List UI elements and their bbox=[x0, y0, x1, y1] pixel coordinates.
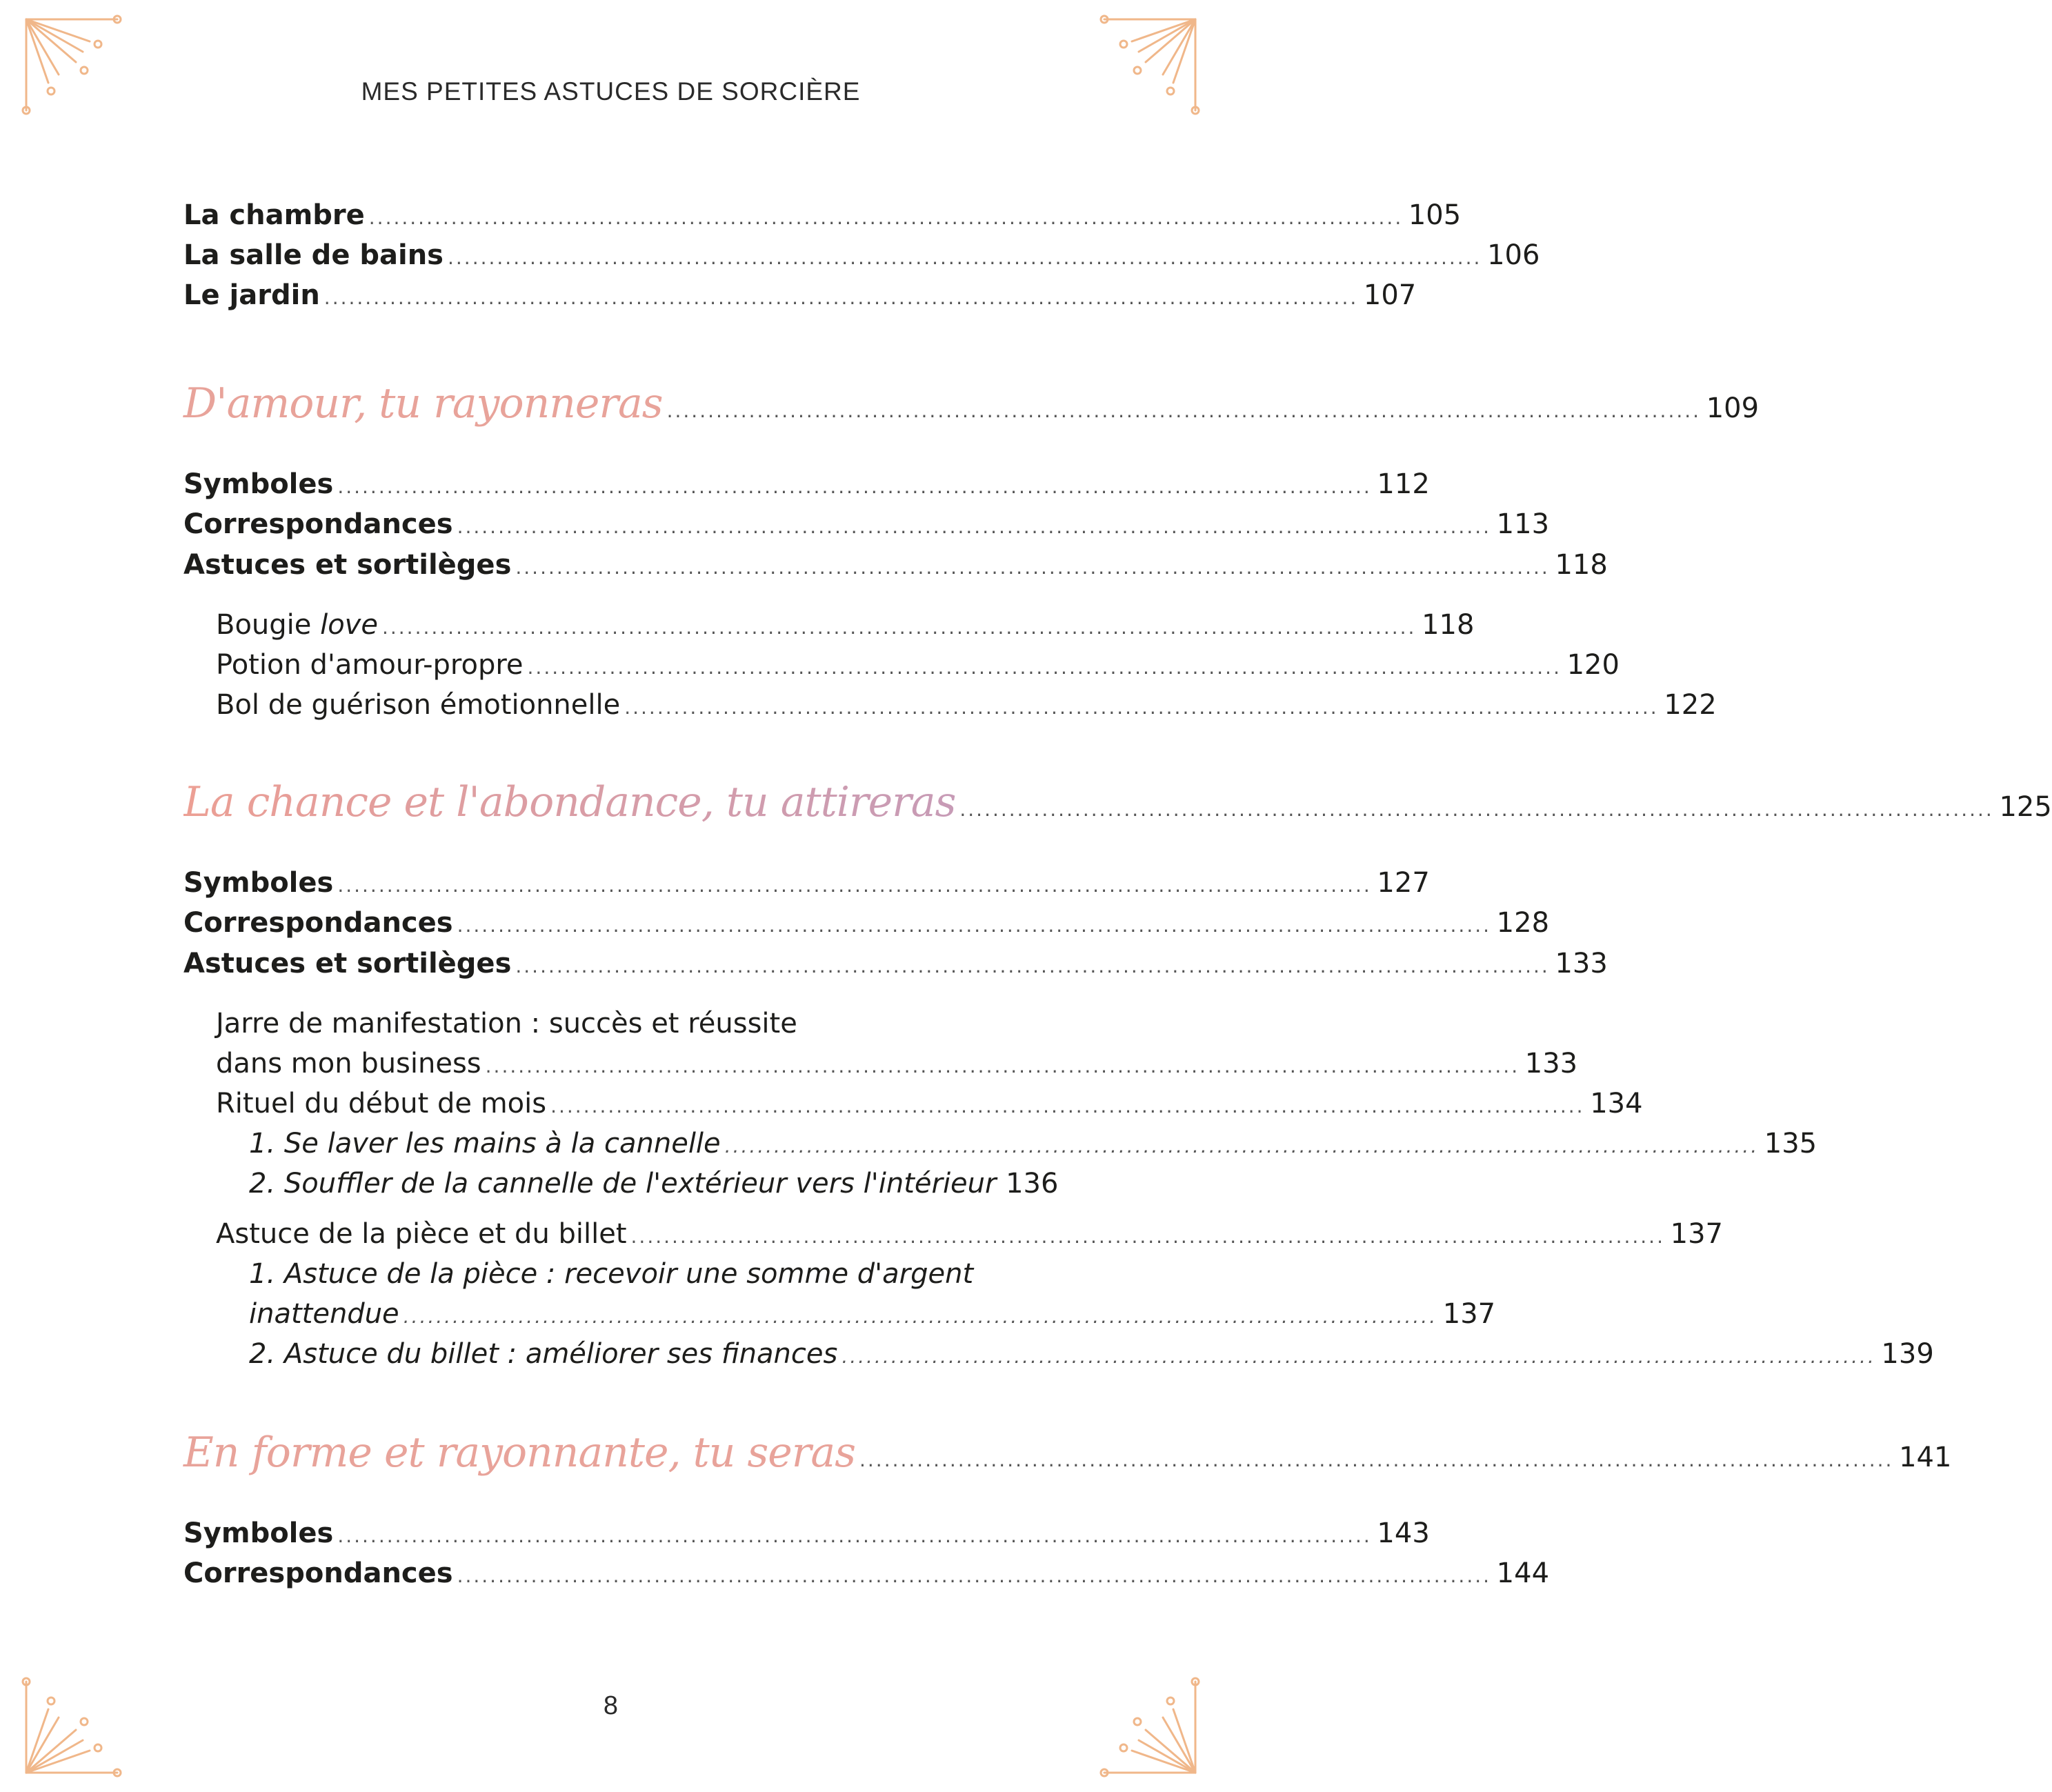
toc-step[interactable] bbox=[249, 1168, 1059, 1199]
toc-subentry[interactable] bbox=[216, 609, 1475, 641]
toc-entry-page: 139 bbox=[1881, 1338, 1934, 1370]
dot-leader: .............................................................................................................................. bbox=[368, 206, 1404, 229]
dot-leader: .............................................................................................................................. bbox=[381, 616, 1417, 639]
toc-entry-page: 106 bbox=[1487, 239, 1540, 271]
toc-entry[interactable] bbox=[183, 508, 1550, 540]
toc-entry-label: Correspondances bbox=[183, 1557, 453, 1589]
label-text: Bougie bbox=[216, 609, 321, 641]
toc-entry-page: 122 bbox=[1664, 689, 1717, 721]
dot-leader: .............................................................................................................................. bbox=[515, 955, 1550, 977]
toc-entry-label: Astuces et sortilèges bbox=[183, 549, 512, 581]
toc-entry-page: 128 bbox=[1496, 907, 1550, 939]
toc-entry-label: 2. Souffler de la cannelle de l'extérieur vers l'intérieur bbox=[249, 1168, 997, 1199]
toc-entry-label: Rituel du début de mois bbox=[216, 1088, 547, 1119]
toc-entry-page: 127 bbox=[1377, 867, 1430, 899]
toc-entry-page: 105 bbox=[1408, 199, 1462, 231]
dot-leader: .............................................................................................................................. bbox=[337, 475, 1372, 498]
toc-entry-label: Le jardin bbox=[183, 279, 320, 311]
toc-entry[interactable] bbox=[183, 549, 1608, 581]
toc-entry-label: 2. Astuce du billet : améliorer ses finances bbox=[249, 1338, 838, 1370]
chapter-heading[interactable] bbox=[183, 1428, 1952, 1477]
toc-entry-label: Correspondances bbox=[183, 907, 453, 939]
chapter-heading[interactable] bbox=[183, 379, 1760, 428]
toc-step[interactable] bbox=[249, 1338, 1934, 1370]
toc-entry-page: 136 bbox=[1006, 1168, 1059, 1199]
toc-entry-label: Correspondances bbox=[183, 508, 453, 540]
toc-entry-page: 118 bbox=[1555, 549, 1608, 581]
corner-ornament-bottom-right bbox=[1097, 1675, 1201, 1778]
toc-entry-page: 118 bbox=[1422, 609, 1475, 641]
chapter-title: D'amour, tu rayonneras bbox=[183, 379, 663, 428]
toc-entry-label: Bol de guérison émotionnelle bbox=[216, 689, 621, 721]
chapter-title: En forme et rayonnante, tu seras bbox=[183, 1428, 855, 1477]
toc-entry[interactable] bbox=[183, 468, 1430, 500]
toc-entry-page: 107 bbox=[1363, 279, 1417, 311]
dot-leader: .............................................................................................................................. bbox=[457, 914, 1492, 937]
toc-entry[interactable] bbox=[183, 867, 1430, 899]
toc-entry-page: 137 bbox=[1670, 1218, 1723, 1250]
dot-leader: .............................................................................................................................. bbox=[630, 1225, 1665, 1248]
toc-subentry[interactable] bbox=[216, 1048, 1578, 1079]
dot-leader: .............................................................................................................................. bbox=[337, 1524, 1372, 1547]
chapter-page: 109 bbox=[1706, 392, 1760, 424]
toc-entry[interactable] bbox=[183, 948, 1608, 979]
toc-entry[interactable] bbox=[183, 239, 1540, 271]
toc-entry[interactable] bbox=[183, 907, 1550, 939]
toc-entry-page: 112 bbox=[1377, 468, 1430, 500]
dot-leader: .............................................................................................................................. bbox=[457, 515, 1492, 538]
running-head: MES PETITES ASTUCES DE SORCIÈRE bbox=[361, 77, 861, 106]
toc-entry-page: 137 bbox=[1442, 1298, 1496, 1330]
toc-step[interactable] bbox=[249, 1298, 1496, 1330]
corner-ornament-bottom-left bbox=[21, 1675, 124, 1778]
toc-entry-label: Symboles bbox=[183, 867, 334, 899]
toc-entry-page: 133 bbox=[1555, 948, 1608, 979]
toc-entry[interactable] bbox=[183, 1557, 1550, 1589]
sunburst-ornament-icon bbox=[21, 1675, 124, 1778]
dot-leader: .............................................................................................................................. bbox=[527, 656, 1562, 679]
chapter-page: 125 bbox=[1999, 791, 2052, 823]
dot-leader: .............................................................................................................................. bbox=[666, 399, 1702, 422]
toc-entry-page: 113 bbox=[1496, 508, 1550, 540]
dot-leader: .............................................................................................................................. bbox=[841, 1345, 1876, 1368]
toc-subentry[interactable] bbox=[216, 1088, 1643, 1119]
toc-entry-label: Symboles bbox=[183, 468, 334, 500]
toc-subentry[interactable] bbox=[216, 649, 1620, 681]
dot-leader: .............................................................................................................................. bbox=[323, 286, 1359, 309]
dot-leader: .............................................................................................................................. bbox=[448, 246, 1482, 269]
chapter-page: 141 bbox=[1899, 1442, 1952, 1473]
toc-entry-page: 133 bbox=[1524, 1048, 1578, 1079]
toc-subentry[interactable] bbox=[216, 1218, 1723, 1250]
toc-entry-label bbox=[216, 611, 378, 639]
chapter-heading[interactable] bbox=[183, 778, 2052, 826]
toc-entry-label: Astuces et sortilèges bbox=[183, 948, 512, 979]
toc-entry-label: inattendue bbox=[249, 1298, 399, 1330]
toc-step[interactable] bbox=[249, 1128, 1817, 1159]
dot-leader: .............................................................................................................................. bbox=[859, 1448, 1894, 1471]
toc-entry[interactable] bbox=[183, 199, 1462, 231]
toc-entry-label: Symboles bbox=[183, 1517, 334, 1549]
toc-entry-page: 134 bbox=[1590, 1088, 1643, 1119]
toc-subentry-line[interactable]: Jarre de manifestation : succès et réussite bbox=[216, 1008, 797, 1039]
toc-entry-label: dans mon business bbox=[216, 1048, 481, 1079]
page-number: 8 bbox=[603, 1691, 619, 1720]
sunburst-ornament-icon bbox=[1097, 1675, 1201, 1778]
toc-entry-label: 1. Se laver les mains à la cannelle bbox=[249, 1128, 721, 1159]
dot-leader: .............................................................................................................................. bbox=[550, 1095, 1585, 1117]
label-emphasis: love bbox=[320, 609, 378, 641]
toc-entry[interactable] bbox=[183, 1517, 1430, 1549]
toc-entry-page: 135 bbox=[1764, 1128, 1817, 1159]
dot-leader: .............................................................................................................................. bbox=[724, 1135, 1760, 1157]
chapter-title: La chance et l'abondance, tu attireras bbox=[183, 778, 956, 826]
toc-entry-page: 143 bbox=[1377, 1517, 1430, 1549]
toc-entry[interactable] bbox=[183, 279, 1417, 311]
dot-leader: .............................................................................................................................. bbox=[515, 556, 1550, 579]
dot-leader: .............................................................................................................................. bbox=[403, 1305, 1438, 1328]
toc-entry-label: La chambre bbox=[183, 199, 365, 231]
toc-entry-page: 144 bbox=[1496, 1557, 1550, 1589]
dot-leader: .............................................................................................................................. bbox=[457, 1564, 1492, 1587]
dot-leader: .............................................................................................................................. bbox=[624, 696, 1659, 719]
toc-entry-label: Astuce de la pièce et du billet bbox=[216, 1218, 627, 1250]
toc-subentry[interactable] bbox=[216, 689, 1717, 721]
toc-step-line[interactable]: 1. Astuce de la pièce : recevoir une somme d'argent bbox=[249, 1258, 974, 1290]
toc-entry-label: La salle de bains bbox=[183, 239, 444, 271]
dot-leader: .............................................................................................................................. bbox=[485, 1055, 1520, 1077]
dot-leader: .............................................................................................................................. bbox=[959, 798, 1994, 821]
toc-entry-page: 120 bbox=[1566, 649, 1620, 681]
toc-entry-label: Potion d'amour-propre bbox=[216, 649, 524, 681]
dot-leader: .............................................................................................................................. bbox=[337, 874, 1372, 897]
